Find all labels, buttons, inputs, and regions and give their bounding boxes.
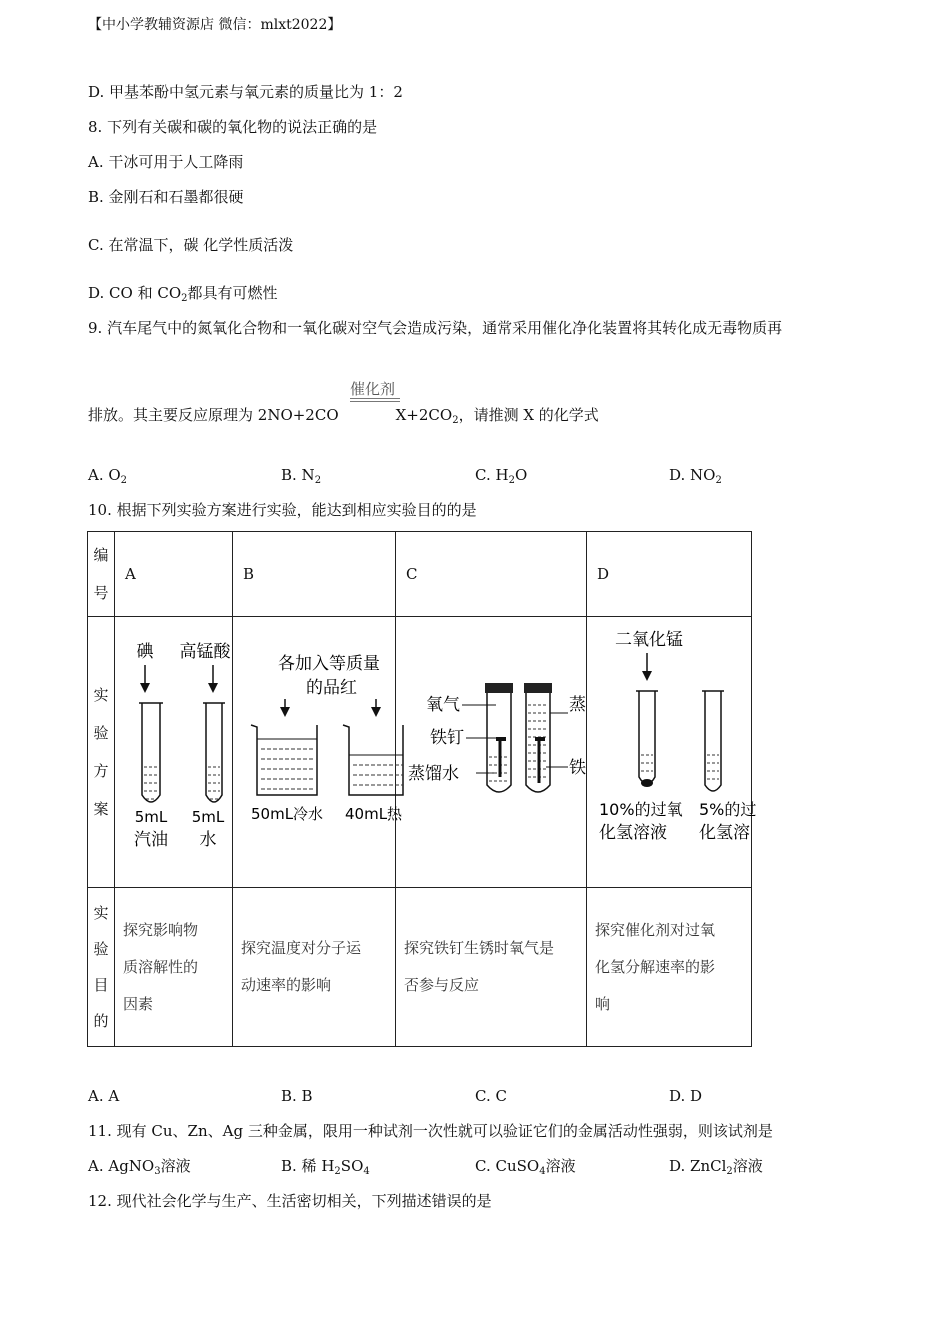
page-header: 【中小学教辅资源店 微信：mlxt2022】	[88, 17, 342, 33]
q8-option-b: B. 金刚石和石墨都很硬	[88, 188, 244, 206]
q11-stem: 11. 现有 Cu、Zn、Ag 三种金属，限用一种试剂一次性就可以验证它们的金属活动性强弱，则该试剂是	[88, 1122, 773, 1140]
q10-stem: 10. 根据下列实验方案进行实验，能达到相应实验目的的是	[88, 501, 477, 519]
nail-label: 铁钉	[430, 728, 464, 748]
beaker-right	[343, 725, 403, 795]
table-row	[88, 617, 752, 888]
q9-option-c: C. $H_2O$	[475, 466, 528, 486]
mno2-label: 二氧化锰	[615, 630, 683, 650]
distilled-water-label: 蒸馏水	[408, 764, 459, 784]
right-label-2: 铁	[569, 758, 586, 778]
figure-a	[115, 617, 233, 888]
test-tube-right	[203, 703, 225, 802]
right-solution-line1: 5%的过	[699, 800, 757, 819]
q11-option-a: A. AgNO$_3$溶液	[88, 1157, 191, 1177]
col-header-a: A	[115, 532, 233, 617]
q10-option-b: B. B	[281, 1087, 313, 1105]
label-number: 编 号	[88, 532, 115, 617]
catalyst-label: 催化剂	[350, 380, 396, 398]
right-label-1: 蒸	[569, 695, 586, 715]
label-purpose: 实 验 目 的	[88, 888, 115, 1047]
col-header-d: D	[587, 532, 752, 617]
left-solution-line1: 10%的过氧	[599, 800, 683, 819]
beaker-left	[251, 725, 317, 795]
figure-b	[233, 617, 403, 888]
figure-a-drawing	[115, 617, 232, 887]
q9-equation-line: 排放。其主要反应原理为 2NO+2CO $X+2CO_2$，请推测 X 的化学式	[88, 406, 599, 426]
table-row	[88, 888, 752, 1047]
oxygen-label: 氧气	[426, 695, 460, 715]
test-tube-left	[139, 703, 163, 802]
figure-b-drawing	[233, 617, 403, 887]
test-tube-c2	[524, 683, 552, 792]
q9-stem: 9. 汽车尾气中的氮氧化合物和一氧化碳对空气会造成污染，通常采用催化净化装置将其转化成无毒物质再	[88, 319, 783, 337]
purpose-b: 探究温度对分子运 动速率的影响	[233, 888, 396, 1047]
kmno4-label: 高锰酸	[179, 642, 231, 662]
reaction-arrow-line	[350, 398, 400, 399]
test-tube-d2	[702, 691, 724, 791]
water-label: 水	[199, 830, 217, 850]
q8-option-c: C. 在常温下，碳 化学性质活泼	[88, 236, 294, 254]
q12-stem: 12. 现代社会化学与生产、生活密切相关，下列描述错误的是	[88, 1192, 492, 1210]
left-volume: 5mL	[134, 808, 168, 826]
q11-option-d: D. ZnCl$_2$溶液	[669, 1157, 763, 1177]
experiment-table	[87, 531, 757, 1047]
q8-option-a: A. 干冰可用于人工降雨	[88, 153, 244, 171]
q7-option-d: D. 甲基苯酚中氢元素与氧元素的质量比为 1：2	[88, 83, 403, 101]
figure-d	[587, 617, 757, 888]
cold-water-label: 50mL冷水	[251, 805, 324, 823]
q10-option-d: D. D	[669, 1087, 703, 1105]
figure-c-drawing	[396, 617, 586, 887]
table-row	[88, 532, 752, 617]
iodine-label: 碘	[136, 642, 154, 662]
q9-option-b: B. $N_2$	[281, 466, 322, 486]
fig-b-title-line2: 的品红	[306, 678, 357, 698]
q8-stem: 8. 下列有关碳和碳的氧化物的说法正确的是	[88, 118, 378, 136]
left-solution-line2: 化氢溶液	[599, 823, 667, 843]
purpose-d: 探究催化剂对过氧 化氢分解速率的影 响	[587, 888, 752, 1047]
gasoline-label: 汽油	[134, 830, 168, 850]
label-scheme: 实 验 方 案	[88, 617, 115, 888]
figure-c	[396, 617, 587, 888]
q9-option-d: D. $NO_2$	[669, 466, 722, 486]
fig-b-title-line1: 各加入等质量	[278, 654, 380, 674]
q10-option-c: C. C	[475, 1087, 507, 1105]
q9-option-a: A. $O_2$	[88, 466, 128, 486]
reaction-arrow-line	[350, 401, 400, 402]
test-tube-d1	[636, 691, 658, 787]
figure-d-drawing	[587, 617, 757, 887]
col-header-c: C	[396, 532, 587, 617]
q8-option-d: D. CO 和 $CO_2$都具有可燃性	[88, 284, 278, 304]
q10-option-a: A. A	[88, 1087, 120, 1105]
right-solution-line2: 化氢溶	[699, 823, 750, 843]
q11-option-b: B. 稀 $H_2SO_4$	[281, 1157, 370, 1177]
purpose-a: 探究影响物 质溶解性的 因素	[115, 888, 233, 1047]
hot-water-label: 40mL热	[345, 805, 403, 823]
right-volume: 5mL	[191, 808, 225, 826]
col-header-b: B	[233, 532, 396, 617]
q11-option-c: C. CuSO$_4$溶液	[475, 1157, 576, 1177]
purpose-c: 探究铁钉生锈时氧气是 否参与反应	[396, 888, 587, 1047]
